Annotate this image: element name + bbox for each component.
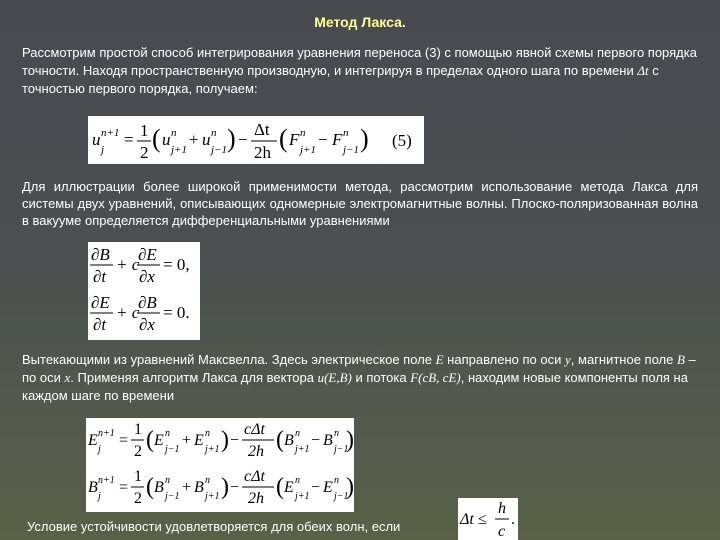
eq5-u2-sup: n xyxy=(211,127,217,139)
maxwell-eq2-rhs: = 0. xyxy=(163,303,190,322)
new-eq1-lhs-sup: n+1 xyxy=(98,428,115,439)
eq5-u1-sub: j+1 xyxy=(171,144,187,156)
eq5-F2-sup: n xyxy=(343,127,349,139)
svg-text:(: ( xyxy=(279,124,288,153)
new-eq1-lhs: E xyxy=(88,432,98,449)
symbol-F: F(cB, cE) xyxy=(410,370,461,385)
svg-text:−: − xyxy=(230,479,240,496)
eq5-u1-sup: n xyxy=(171,127,177,139)
new-eq2-d: E xyxy=(323,479,333,496)
new-eq1-k-den: 2h xyxy=(248,443,264,460)
new-eq1-a: E xyxy=(154,432,164,449)
maxwell-eq1-d2-num: ∂E xyxy=(138,245,157,264)
maxwell-eq1-rhs: = 0, xyxy=(163,255,190,274)
symbol-B: B xyxy=(676,352,685,367)
new-eq2-coef-num: 1 xyxy=(134,468,142,485)
followup-text-4: – по оси xyxy=(22,352,696,385)
symbol-u: u(E,B) xyxy=(317,370,352,385)
new-eq1-c-sup: n xyxy=(295,428,300,439)
new-eq1-coef-num: 1 xyxy=(134,421,142,438)
new-eq1-c: B xyxy=(284,432,294,449)
stability-text: Условие устойчивости удовлетворяется для обеих волн, если xyxy=(27,519,401,534)
maxwell-eq1-plus: + c xyxy=(116,255,140,274)
new-eq2-k-den: 2h xyxy=(248,490,264,507)
new-eq2-b-sub: j+1 xyxy=(205,491,220,502)
eq5-F2-sub: j−1 xyxy=(343,144,359,156)
maxwell-eq2 xyxy=(90,293,190,334)
new-eq2-a: B xyxy=(154,479,164,496)
eq5-coef-num: 1 xyxy=(140,121,149,140)
followup-text-2: направлено по оси xyxy=(443,352,565,367)
svg-text:(: ( xyxy=(152,124,161,153)
eq5-u2-sub: j−1 xyxy=(211,144,227,156)
eq5-coef-den: 2 xyxy=(140,143,149,162)
new-eq1-coef-den: 2 xyxy=(134,443,142,460)
new-eq1-a-sub: j−1 xyxy=(165,444,180,455)
intro-text-before: Рассмотрим простой способ интегрирования уравнения переноса (3) с помощью явной схемы первого порядка точности. Находя пространственную производную, и интегрируя в пределах одного шага по времени xyxy=(22,45,697,78)
new-eq2-b: B xyxy=(194,479,204,496)
svg-text:+: + xyxy=(182,432,192,449)
stability-den: c xyxy=(498,523,506,540)
delta-t-symbol: Δt xyxy=(637,63,649,78)
eq5-F1-sup: n xyxy=(300,127,306,139)
new-eq1-b: E xyxy=(194,432,204,449)
svg-text:+: + xyxy=(189,130,199,149)
eq5-number: (5) xyxy=(392,131,412,150)
followup-text-3: , магнитное поле xyxy=(570,352,677,367)
new-eq2-b-sup: n xyxy=(205,475,210,486)
new-eq2-a-sub: j−1 xyxy=(165,491,180,502)
symbol-E: E xyxy=(435,352,444,367)
svg-text:): ) xyxy=(360,124,369,153)
maxwell-eq1-d2-den: ∂x xyxy=(139,267,155,286)
new-eq1-k-num: cΔt xyxy=(244,421,265,438)
new-eq2-c-sup: n xyxy=(295,475,300,486)
stability-num: h xyxy=(498,500,506,517)
svg-text:=: = xyxy=(119,432,129,449)
new-eq1-d-sup: n xyxy=(334,428,339,439)
followup-text-1: Вытекающими из уравнений Максвелла. Здесь электрическое поле xyxy=(22,352,436,367)
new-eq2-lhs-sup: n+1 xyxy=(98,475,115,486)
maxwell-eq1-d1-den: ∂t xyxy=(93,267,107,286)
symbol-x: x xyxy=(64,370,71,385)
svg-text:(: ( xyxy=(146,474,154,500)
eq5-dt-num: Δt xyxy=(254,120,270,139)
illustration-paragraph: Для иллюстрации более широкой применимости метода, рассмотрим использование метода Лакса для системы двух уравнений, описывающих одномерные электромагнитные волны. Плоско-поляризованная волна в вакууме определяется дифференциальными уравнениями xyxy=(22,179,698,228)
new-eq2-coef-den: 2 xyxy=(134,490,142,507)
stability-end: . xyxy=(511,511,515,528)
symbol-y: y xyxy=(565,352,571,367)
svg-text:+: + xyxy=(182,479,192,496)
svg-text:(: ( xyxy=(146,427,154,453)
equation-5 xyxy=(88,116,424,164)
maxwell-eq1-d1-num: ∂B xyxy=(91,245,110,264)
maxwell-eq2-plus: + c xyxy=(116,303,140,322)
svg-text:−: − xyxy=(311,432,321,449)
new-components-equations xyxy=(86,418,354,512)
svg-text:=: = xyxy=(124,130,134,149)
new-eq1-b-sub: j+1 xyxy=(205,444,220,455)
maxwell-equations xyxy=(88,242,200,340)
svg-text:): ) xyxy=(346,427,354,453)
svg-text:−: − xyxy=(238,130,248,149)
stability-condition xyxy=(458,498,518,540)
eq5-u2: u xyxy=(202,130,211,149)
followup-text-6: и потока xyxy=(351,370,411,385)
svg-text:−: − xyxy=(230,432,240,449)
new-eq1-c-sub: j+1 xyxy=(295,444,310,455)
svg-text:(: ( xyxy=(276,474,284,500)
new-eq2-a-sup: n xyxy=(165,475,170,486)
intro-text-after: с точностью первого порядка, получаем: xyxy=(22,63,659,96)
maxwell-eq2-d1-num: ∂E xyxy=(91,293,110,312)
svg-text:=: = xyxy=(119,479,129,496)
slide-title: Метод Лакса. xyxy=(314,14,406,30)
new-eq2-lhs: B xyxy=(88,479,98,496)
new-eq2-k-num: cΔt xyxy=(244,468,265,485)
followup-text-7: , находим новые компоненты поля на каждом шаге по времени xyxy=(22,370,688,403)
new-eq1-b-sup: n xyxy=(205,428,210,439)
new-eq2-d-sub: j−1 xyxy=(334,491,349,502)
eq5-F1-sub: j+1 xyxy=(300,144,316,156)
eq5-u1: u xyxy=(162,130,171,149)
maxwell-eq1 xyxy=(90,245,190,286)
followup-text-5: . Применяя алгоритм Лакса для вектора xyxy=(70,370,318,385)
maxwell-eq2-d2-num: ∂B xyxy=(138,293,157,312)
eq5-F2: F xyxy=(332,130,343,149)
new-eq1 xyxy=(87,421,354,460)
new-eq2-c: E xyxy=(284,479,294,496)
intro-paragraph xyxy=(22,44,702,98)
svg-text:): ) xyxy=(227,124,236,153)
new-eq2-c-sub: j+1 xyxy=(295,491,310,502)
eq5-lhs-sup: n+1 xyxy=(101,127,120,139)
eq5-F1: F xyxy=(289,130,300,149)
eq5-lhs: u xyxy=(92,130,101,149)
eq5-lhs-sub: j xyxy=(101,144,105,156)
new-eq1-a-sup: n xyxy=(165,428,170,439)
new-eq1-lhs-sub: j xyxy=(98,444,101,455)
svg-text:−: − xyxy=(318,130,328,149)
maxwell-eq2-d1-den: ∂t xyxy=(93,315,107,334)
svg-text:): ) xyxy=(346,474,354,500)
new-eq1-d: B xyxy=(323,432,333,449)
svg-text:): ) xyxy=(221,474,229,500)
stability-lhs: Δt ≤ xyxy=(460,511,487,528)
followup-paragraph xyxy=(22,351,698,405)
svg-text:(: ( xyxy=(276,427,284,453)
svg-text:): ) xyxy=(221,427,229,453)
new-eq2 xyxy=(88,468,354,507)
new-eq1-d-sub: j−1 xyxy=(334,444,349,455)
new-eq2-d-sup: n xyxy=(334,475,339,486)
svg-text:−: − xyxy=(311,479,321,496)
eq5-dt-den: 2h xyxy=(254,143,271,162)
new-eq2-lhs-sub: j xyxy=(98,491,101,502)
maxwell-eq2-d2-den: ∂x xyxy=(139,315,155,334)
